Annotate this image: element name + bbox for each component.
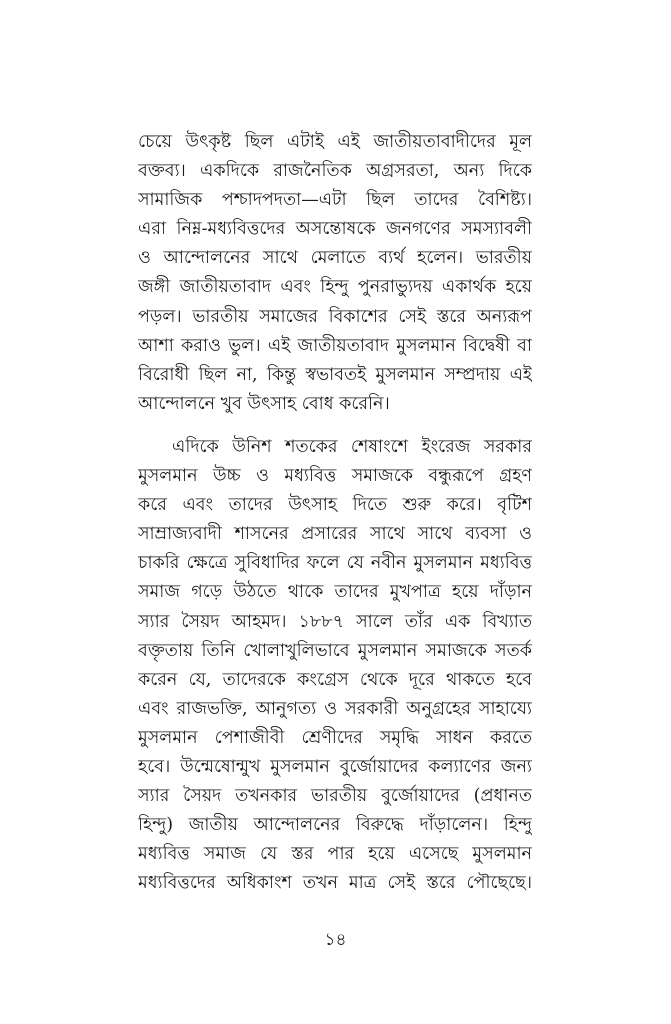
text-line: বিরোধী ছিল না, কিন্তু স্বভাবতই মুসলমান সম্প্রদায় এই	[138, 364, 532, 385]
text-line: এরা নিম্ন-মধ্যবিত্তদের অসন্তোষকে জনগণের সমস্যাবলী	[138, 219, 532, 240]
paragraph-1	[138, 128, 532, 419]
text-line: স্যার সৈয়দ তখনকার ভারতীয় বুর্জোয়াদের (প্রধানত	[138, 786, 532, 807]
text-line: আশা করাও ভুল। এই জাতীয়তাবাদ মুসলমান বিদ্বেষী বা	[138, 335, 532, 356]
text-line: বক্তব্য। একদিকে রাজনৈতিক অগ্রসরতা, অন্য দিকে	[138, 161, 532, 182]
text-line: চেয়ে উৎকৃষ্ট ছিল এটাই এই জাতীয়তাবাদীদের মূল	[138, 132, 532, 152]
text-line: স্যার সৈয়দ আহমদ। ১৮৮৭ সালে তাঁর এক বিখ্যাত	[138, 611, 532, 632]
text-line: হবে। উন্মেষোন্মুখ মুসলমান বুর্জোয়াদের কল্যাণের জন্য	[138, 756, 532, 777]
text-line: সাম্রাজ্যবাদী শাসনের প্রসারের সাথে সাথে ব্যবসা ও	[138, 524, 532, 545]
text-line: জঙ্গী জাতীয়তাবাদ এবং হিন্দু পুনরাভ্যুদয় একার্থক হয়ে	[138, 277, 532, 298]
text-line: মুসলমান উচ্চ ও মধ্যবিত্ত সমাজকে বন্ধুরূপে গ্রহণ	[138, 466, 532, 487]
text-line: আন্দোলনে খুব উৎসাহ বোধ করেনি।	[138, 393, 390, 414]
text-line: সামাজিক পশ্চাদপদতা—এটা ছিল তাদের বৈশিষ্ট্য।	[138, 190, 532, 211]
text-line: পড়ল। ভারতীয় সমাজের বিকাশের সেই স্তরে অন্যরূপ	[138, 306, 532, 327]
text-line: বক্তৃতায় তিনি খোলাখুলিভাবে মুসলমান সমাজকে সতর্ক	[138, 640, 532, 661]
text-line: চাকরি ক্ষেত্রে সুবিধাদির ফলে যে নবীন মুসলমান মধ্যবিত্ত	[138, 553, 532, 574]
text-line: ও আন্দোলনের সাথে মেলাতে ব্যর্থ হলেন। ভারতীয়	[138, 248, 532, 269]
text-line: সমাজ গড়ে উঠতে থাকে তাদের মুখপাত্র হয়ে দাঁড়ান	[138, 582, 532, 603]
text-line: করে এবং তাদের উৎসাহ দিতে শুরু করে। বৃটিশ	[138, 495, 532, 516]
text-line: মুসলমান পেশাজীবী শ্রেণীদের সমৃদ্ধি সাধন করতে	[138, 727, 532, 748]
text-line: করেন যে, তাদেরকে কংগ্রেস থেকে দূরে থাকতে হবে	[138, 669, 532, 690]
text-line: এবং রাজভক্তি, আনুগত্য ও সরকারী অনুগ্রহের সাহায্যে	[138, 698, 532, 719]
body-text	[138, 128, 532, 898]
text-line: মধ্যবিত্ত সমাজ যে স্তর পার হয়ে এসেছে মুসলমান	[138, 844, 532, 865]
page-number: ১৪	[324, 930, 347, 950]
text-line: হিন্দু) জাতীয় আন্দোলনের বিরুদ্ধে দাঁড়ালেন। হিন্দু	[138, 815, 532, 836]
text-line: এদিকে উনিশ শতকের শেষাংশে ইংরেজ সরকার	[172, 436, 532, 457]
paragraph-2	[138, 433, 532, 899]
text-line: মধ্যবিত্তদের অধিকাংশ তখন মাত্র সেই স্তরে পৌছেছে।	[138, 873, 532, 894]
